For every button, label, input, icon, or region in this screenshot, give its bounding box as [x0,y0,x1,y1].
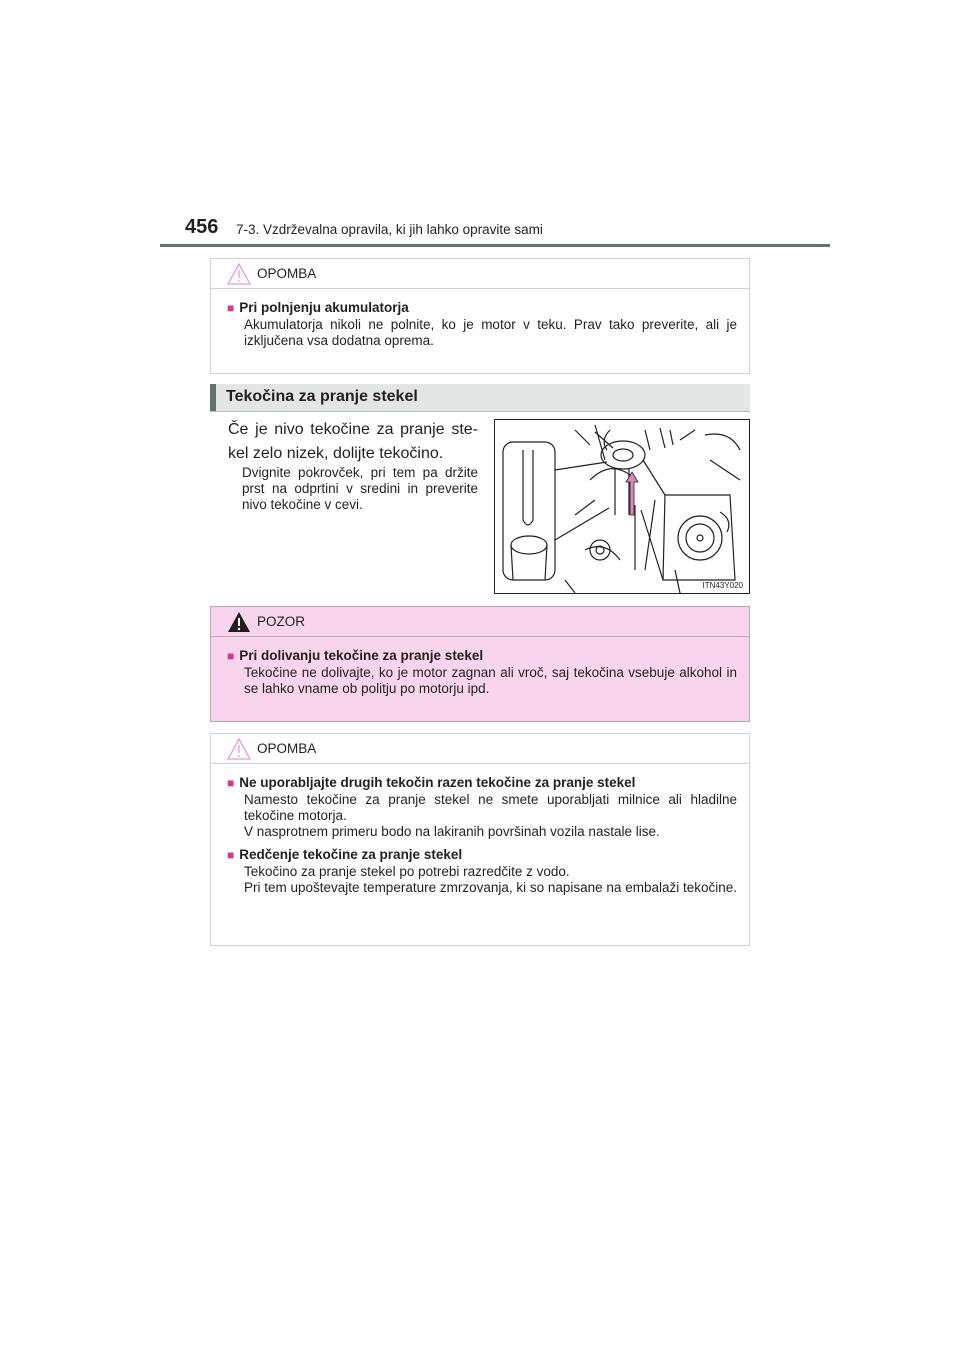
section-heading [210,384,750,412]
warning-triangle-icon [227,611,251,633]
section-intro: Če je nivo tekočine za pranje ste-kel zelo nizek, dolijte tekočino. [228,421,478,462]
warning-triangle-icon [227,738,251,760]
header-rule [160,244,830,247]
caution-title: POZOR [257,614,306,629]
notice-header [211,734,749,764]
warning-triangle-icon [227,263,251,285]
notice-item-text: Namesto tekočine za pranje stekel ne smete uporabljati milnice ali hladilne tekočine motorja. [244,792,737,823]
section-title: Tekočina za pranje stekel [226,388,418,405]
notice-title: OPOMBA [257,741,317,756]
figure-code: ITN43Y020 [702,581,743,590]
washer-reservoir-illustration [494,419,750,594]
notice-item-text: Tekočino za pranje stekel po potrebi razredčite z vodo. [244,864,570,879]
caution-box [210,606,750,722]
notice-item-title: ■ Pri polnjenju akumulatorja [227,300,409,315]
notice-item-text: Pri tem upoštevajte temperature zmrzovanja, ki so napisane na embalaži tekočine. [244,880,738,895]
washer-cap-drawing [495,420,749,593]
notice-header [211,259,749,289]
caution-item-title: ■ Pri dolivanju tekočine za pranje stekel [227,648,484,663]
section-accent [210,384,216,411]
notice-box [210,258,750,374]
notice-item-title: ■ Ne uporabljajte drugih tekočin razen tekočine za pranje stekel [227,775,636,790]
square-bullet-icon: ■ [227,776,235,790]
page-number: 456 [185,216,219,238]
notice-box [210,733,750,946]
running-header: 7-3. Vzdrževalna opravila, ki jih lahko opravite sami [236,222,543,237]
caution-header [211,607,749,637]
notice-item-text: V nasprotnem primeru bodo na lakiranih površinah vozila nastale lise. [244,824,660,839]
notice-title: OPOMBA [257,266,317,281]
square-bullet-icon: ■ [227,848,235,862]
square-bullet-icon: ■ [227,301,235,315]
section-instruction: Dvignite pokrovček, pri tem pa držite prst na odprtini v sredini in preverite nivo tekočine v cevi. [242,465,478,512]
notice-item-text: Akumulatorja nikoli ne polnite, ko je motor v teku. Prav tako preverite, ali je izključena vsa dodatna oprema. [244,317,737,348]
square-bullet-icon: ■ [227,649,235,663]
notice-item-title: ■ Redčenje tekočine za pranje stekel [227,847,463,862]
caution-item-text: Tekočine ne dolivajte, ko je motor zagnan ali vroč, saj tekočina vsebuje alkohol in se lahko vname ob politju po motorju ipd. [244,665,737,696]
